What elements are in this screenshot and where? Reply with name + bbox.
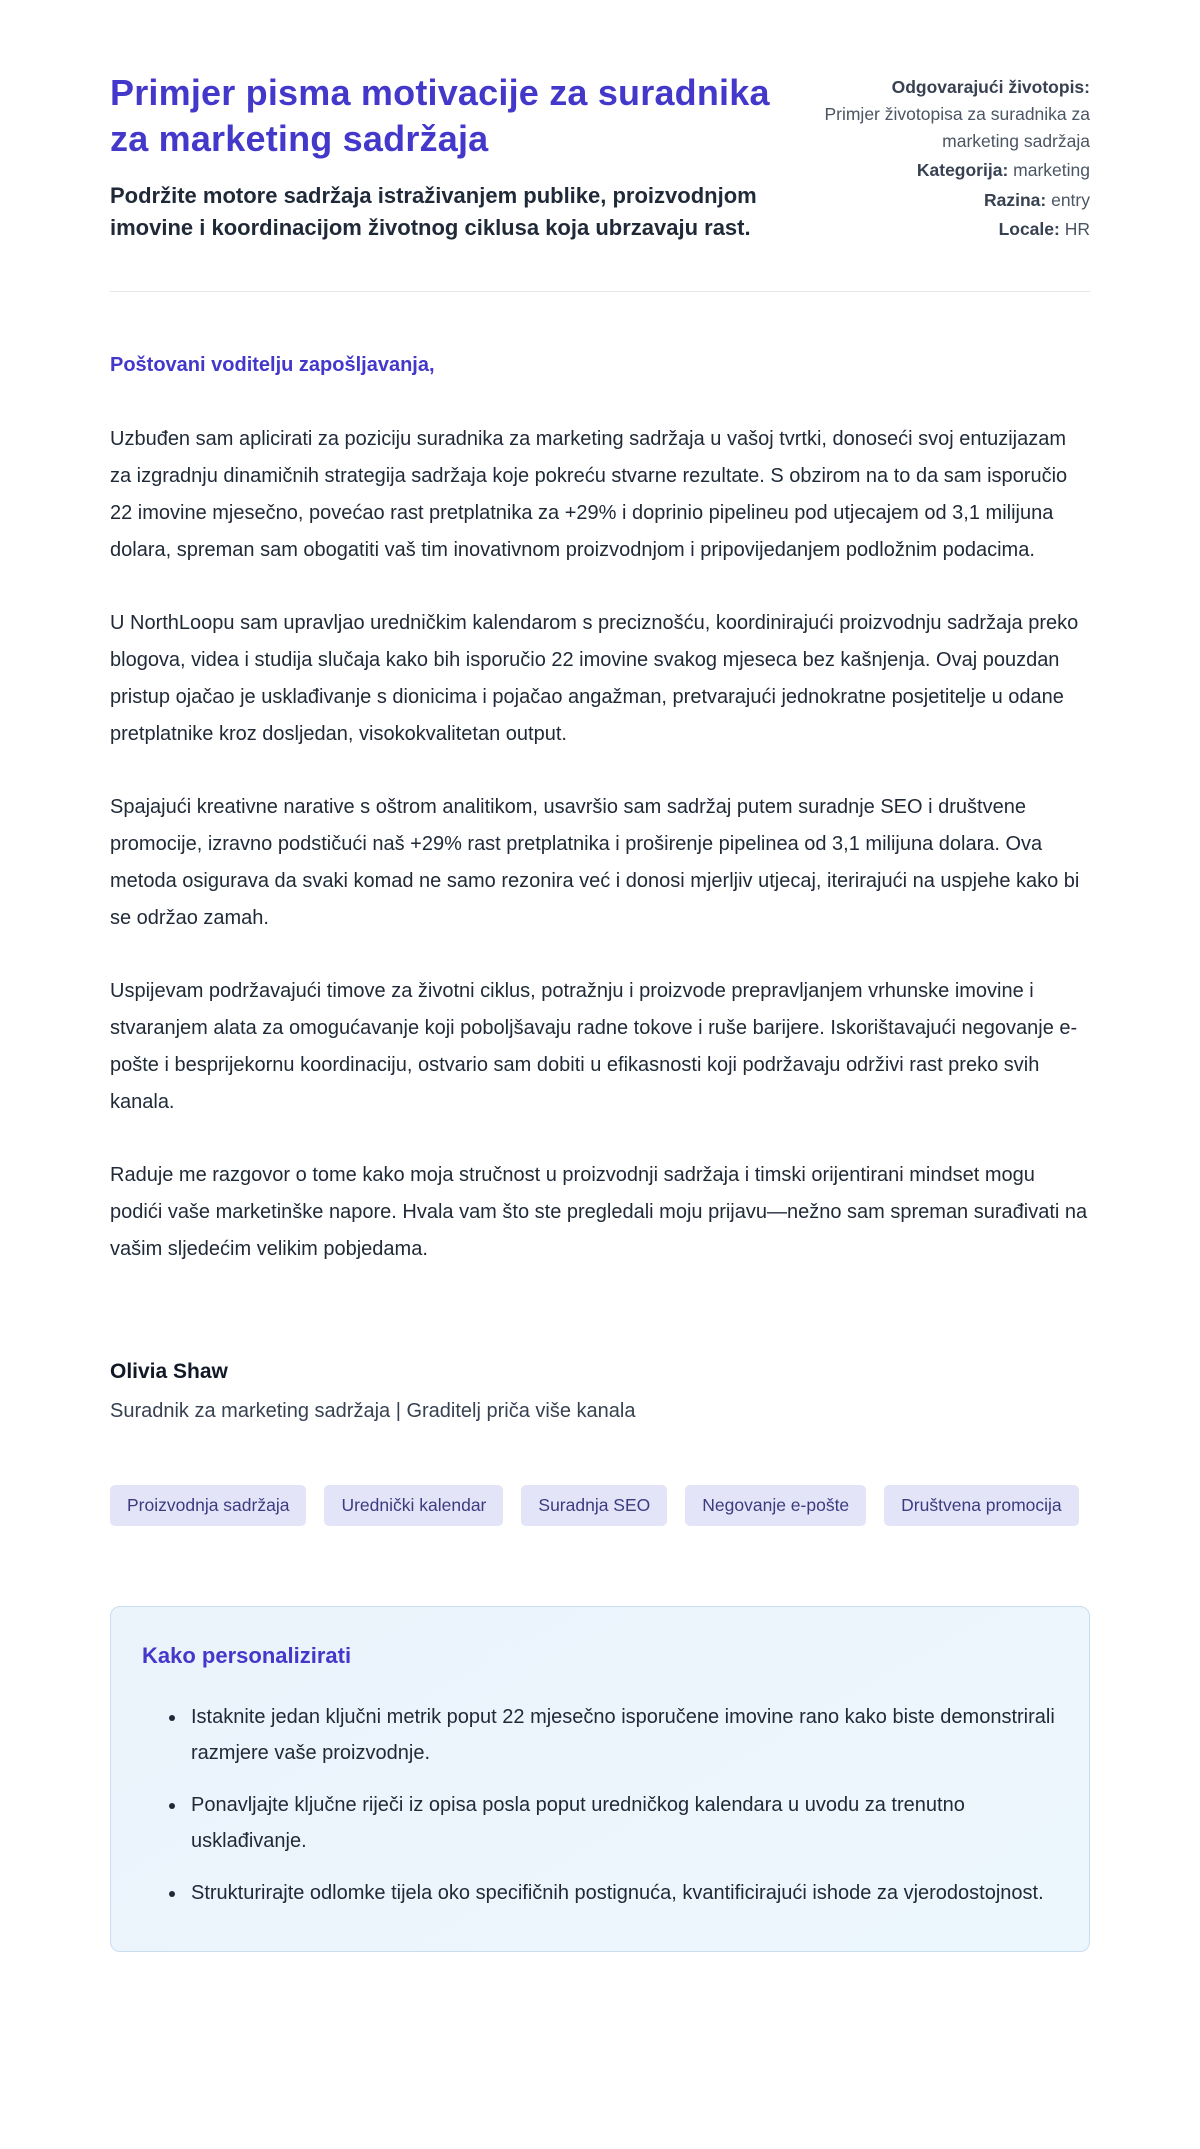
- page-title: Primjer pisma motivacije za suradnika za marketing sadržaja: [110, 72, 770, 160]
- letter-salutation: Poštovani voditelju zapošljavanja,: [110, 353, 435, 376]
- header-left: [110, 70, 782, 244]
- letter-paragraph: U NorthLoopu sam upravljao uredničkim kalendarom s preciznošću, koordinirajući proizvodnju sadržaja preko blogova, videa i studija slučaja kako bih isporučio 22 imovine svakog mjeseca bez kašnjenja. Ovaj pouzdan pristup ojačao je usklađivanje s dionicima i pojačao angažman, pretvarajući jednokratne posjetitelje u odane pretplatnike kroz dosljedan, visokokvalitetan output.: [110, 611, 1079, 745]
- callout-list: [141, 1699, 1059, 1911]
- meta-panel: [818, 70, 1090, 245]
- personalization-callout: [110, 1606, 1090, 1952]
- signature-role: Suradnik za marketing sadržaja | Graditelj priča više kanala: [110, 1399, 636, 1422]
- meta-category-value: marketing: [1013, 160, 1090, 181]
- signature-name: Olivia Shaw: [110, 1359, 228, 1383]
- meta-category-label: Kategorija:: [916, 160, 1009, 181]
- header-divider: [110, 291, 1090, 292]
- letter-paragraph: Raduje me razgovor o tome kako moja stručnost u proizvodnji sadržaja i timski orijentirani mindset mogu podići vaše marketinške napore. Hvala vam što ste pregledali moju prijavu—nežno sam spreman surađivati na vašim sljedećim velikim pobjedama.: [110, 1163, 1088, 1260]
- meta-resume-value: Primjer životopisa za suradnika za marketing sadržaja: [824, 104, 1090, 152]
- letter-paragraph: Spajajući kreativne narative s oštrom analitikom, usavršio sam sadržaj putem suradnje SEO i društvene promocije, izravno podstičući naš +29% rast pretplatnika i proširenje pipelinea od 3,1 milijuna dolara. Ova metoda osigurava da svaki komad ne samo rezonira već i donosi mjerljiv utjecaj, iterirajući na uspjehe kako bi se održao zamah.: [110, 795, 1080, 929]
- meta-level-value: entry: [1051, 189, 1090, 210]
- tag-badge: Negovanje e-pošte: [685, 1485, 866, 1527]
- tag-list: [110, 1485, 1090, 1527]
- callout-item: • Strukturirajte odlomke tijela oko specifičnih postignuća, kvantificirajući ishode za vjerodostojnost.: [187, 1875, 1059, 1911]
- letter-paragraph: Uzbuđen sam aplicirati za poziciju suradnika za marketing sadržaja u vašoj tvrtki, donoseći svoj entuzijazam za izgradnju dinamičnih strategija sadržaja koje pokreću stvarne rezultate. S obzirom na to da sam isporučio 22 imovine mjesečno, povećao rast pretplatnika za +29% i doprinio pipelineu pod utjecajem od 3,1 milijuna dolara, spreman sam obogatiti vaš tim inovativnom proizvodnjom i pripovijedanjem podložnim podacima.: [110, 427, 1068, 561]
- tag-badge: Društvena promocija: [884, 1485, 1078, 1527]
- tag-badge: Proizvodnja sadržaja: [110, 1485, 306, 1527]
- callout-item: • Istaknite jedan ključni metrik poput 22 mjesečno isporučene imovine rano kako biste demonstrirali razmjere vaše proizvodnje.: [187, 1699, 1059, 1771]
- meta-level-label: Razina:: [983, 189, 1047, 210]
- meta-resume-label: Odgovarajući životopis:: [891, 77, 1090, 97]
- header: [110, 70, 1090, 245]
- meta-category: [818, 157, 1090, 184]
- callout-item: • Ponavljajte ključne riječi iz opisa posla poput uredničkog kalendara u uvodu za trenutno usklađivanje.: [187, 1787, 1059, 1859]
- meta-locale-value: HR: [1064, 218, 1090, 239]
- callout-title: Kako personalizirati: [142, 1643, 352, 1669]
- page: [110, 0, 1090, 2022]
- letter-body: [110, 354, 1090, 1953]
- meta-locale-label: Locale:: [998, 218, 1060, 239]
- meta-locale: [818, 216, 1090, 243]
- meta-level: [818, 187, 1090, 214]
- tag-badge: Suradnja SEO: [521, 1485, 667, 1527]
- meta-resume: [818, 74, 1090, 155]
- page-subtitle: Podržite motore sadržaja istraživanjem publike, proizvodnjom imovine i koordinacijom životnog ciklusa koja ubrzavaju rast.: [110, 183, 757, 241]
- letter-paragraph: Uspijevam podržavajući timove za životni ciklus, potražnju i proizvode prepravljanjem vrhunske imovine i stvaranjem alata za omogućavanje koji poboljšavaju radne tokove i ruše barijere. Iskorištavajući negovanje e-pošte i besprijekornu koordinaciju, ostvario sam dobiti u efikasnosti koji podržavaju održivi rast preko svih kanala.: [110, 979, 1078, 1113]
- tag-badge: Urednički kalendar: [324, 1485, 503, 1527]
